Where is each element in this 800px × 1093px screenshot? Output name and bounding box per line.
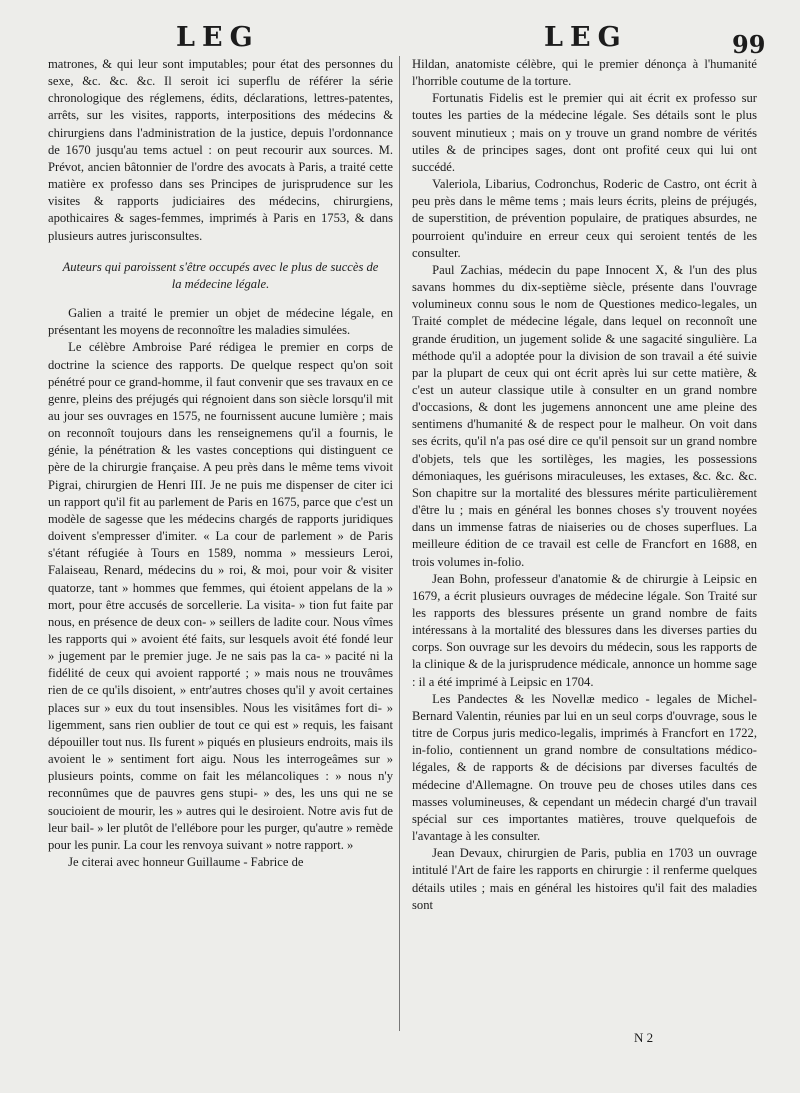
paragraph: Les Pandectes & les Novellæ medico - legales de Michel-Bernard Valentin, réunies par lui en un seul corps d'ouvrage, sous le titre de Corpus juris medico-legalis, imprimés à Francfort en 1722, in-folio, contiennent un grand nombre de consultations médico-légales, & de rapports & de décisions par diverses facultés de médecine d'Allemagne. On trouve peu de choses utiles dans ces masses volumineuses, & cependant un médecin chargé d'un travail spécial sur ces importantes matières, trouve quelquefois de l'avantage à les consulter. — [412, 691, 757, 844]
paragraph: Galien a traité le premier un objet de médecine légale, en présentant les moyens de reconnoître les maladies simulées. — [48, 306, 393, 338]
signature-mark: N 2 — [634, 1030, 654, 1045]
paragraph: Valeriola, Libarius, Codronchus, Roderic de Castro, ont écrit à peu près dans le même tems ; mais leurs écrits, pleins de préjugés, de superstition, de prévention populaire, de pratiques absurdes, ne pourroient qu'induire en erreur ceux qui seroient tentés de les consulter. — [412, 177, 757, 260]
paragraph: matrones, & qui leur sont imputables; pour état des personnes du sexe, &c. &c. &c. Il seroit ici superflu de référer la série chronologique des réglemens, édits, déclarations, lettres-patentes, arrêts, sur les visites, rapports, interpositions des médecins & chirurgiens dans l'administration de la justice, depuis l'ordonnance de 1670 jusqu'au tems actuel : on peut recourir aux sources. M. Prévot, ancien bâtonnier de l'ordre des avocats à Paris, a traité cette matière ex professo dans ses Principes de jurisprudence sur les visites & rapports judiciaires des médecins, chirurgiens, apothicaires & sages-femmes, imprimés à Paris en 1753, & dans plusieurs autres jurisconsultes. — [48, 57, 393, 243]
paragraph: Le célèbre Ambroise Paré rédigea le premier en corps de doctrine la science des rapports. De quelque respect qu'on soit pénétré pour ce grand-homme, il faut convenir que ses travaux en ce genre, pleins des préjugés qui régnoient dans son siècle lorsqu'il mit au jour ses ouvrages en 1575, ne fournissent aucune lumière ; mais on reconnoît toujours dans les renseignemens qu'il a fournis, le génie, la pénétration & les vastes conceptions qui distinguent ce père de la chirurgie française. A peu près dans le même tems vivoit Pigrai, chirurgien de Henri III. Je ne puis me dispenser de citer ici un rapport qu'il fit au parlement de Paris en 1675, parce que c'est un modèle de sagesse que les médecins chargés de rapports juridiques doivent s'empresser d'imiter. « La cour de parlement » de Paris s'étant réfugiée à Tours en 1589, nomma » messieurs Leroi, Falaiseau, Renard, médecins du » roi, & moi, pour voir & visiter quatorze, tant » hommes que femmes, qui étoient appelans de la » mort, pour être accusés de sorcellerie. La visita- » tion fut faite par nous, en présence de deux con- » seillers de ladite cour. Nous vîmes les rapports qui » avoient été faits, sur lesquels avoit été fondé leur » jugement par le premier juge. Je ne sais pas la ca- » pacité ni la fidélité de ceux qui avoient rapporté ; » mais nous ne trouvâmes rien de ce qu'ils disoient, » entr'autres choses qu'il y avoit certaines places sur » eux du tout insensibles. Nous les visitâmes fort di- » ligemment, sans rien oublier de tout ce qui est » requis, les faisant dépouiller tout nus. Ils furent » piqués en plusieurs endroits, mais ils avoient le » sentiment fort aigu. Nous les interrogeâmes sur » plusieurs points, comme on fait les mélancoliques : » nous n'y reconnûmes que de pauvres gens stupi- » des, les uns qui ne se soucioient de mourir, les » autres qui le desiroient. Notre avis fut de leur bail- » ler plutôt de l'ellébore pour les purger, qu'autre » remède pour les punir. La cour les renvoya suivant » notre rapport. » — [48, 340, 393, 852]
paragraph: Hildan, anatomiste célèbre, qui le premier dénonça à l'humanité l'horrible coutume de la torture. — [412, 57, 757, 89]
paragraph: Paul Zachias, médecin du pape Innocent X, & l'un des plus savans hommes du dix-septième siècle, présente dans l'ouvrage volumineux connu sous le nom de Questiones medico-legales, un Traité complet de médecine légale, dans lequel on reconnoît une grande érudition, un jugement solide & une sagacité singulière. La méthode qu'il a adoptée pour la division de son travail a été suivie par la plupart de ceux qui ont écrit après lui sur cette matière, & c'est un auteur classique utile à consulter en un grand nombre d'occasions, & dont les jugemens annoncent une ame pleine des sentimens d'humanité & de respect pour le malheur. On voit dans ses écrits, qu'il n'a pas osé dire ce qu'il pensoit sur un grand nombre d'objets, tels que les sortilèges, les magies, les possessions démoniaques, les guérisons miraculeuses, les extases, &c. &c. &c. Son chapitre sur la mortalité des blessures mérite particulièrement d'être lu ; mais en général les bonnes choses s'y trouvent noyées dans un immense fatras de niaiseries ou de choses superflues. La meilleure édition de ce travail est celle de Francfort en 1688, en trois volumes in-folio. — [412, 262, 757, 569]
column-divider — [399, 56, 400, 1031]
right-column — [412, 56, 757, 914]
running-head-left: LEG — [176, 22, 260, 53]
paragraph: Fortunatis Fidelis est le premier qui ait écrit ex professo sur toutes les parties de la médecine légale. Ses détails sont le plus souvent minutieux ; mais on y trouve un grand nombre de vérités utiles & de principes sages, dont ont profité ceux qui lui ont succédé. — [412, 91, 757, 174]
left-column — [48, 56, 393, 871]
paragraph: Jean Devaux, chirurgien de Paris, publia en 1703 un ouvrage intitulé l'Art de faire les rapports en chirurgie : il renferme quelques détails utiles ; mais en général les histoires qu'il fait des maladies sont — [412, 846, 757, 912]
running-head-right: LEG — [544, 22, 628, 53]
paragraph: Jean Bohn, professeur d'anatomie & de chirurgie à Leipsic en 1679, a écrit plusieurs ouvrages de médecine légale. Son Traité sur les rapports des blessures présente un grand nombre de faits intéressans à la mortalité des blessures dans les diverses parties du corps. Son ouvrage sur les devoirs du médecin, sous les rapports de la clinique & de la jurisprudence médicale, annonce un homme sage : il a été imprimé à Leipsic en 1704. — [412, 571, 757, 689]
section-heading: Auteurs qui paroissent s'être occupés avec le plus de succès de la médecine légale. — [62, 259, 379, 291]
paragraph: Je citerai avec honneur Guillaume - Fabrice de — [68, 855, 304, 870]
page-number: 99 — [732, 30, 766, 59]
